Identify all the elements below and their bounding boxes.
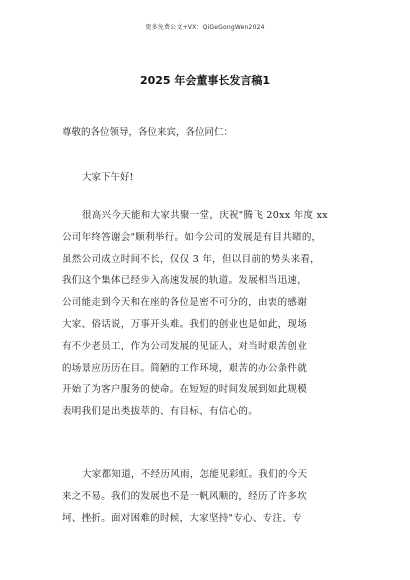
paragraph-line: 虽然公司成立时间不长，仅仅 3 年，但以目前的势头来看， [62,253,320,265]
paragraph-line: 公司年终答谢会"顺利举行。如今公司的发展是有目共睹的， [62,231,322,243]
salutation: 尊敬的各位领导，各位来宾，各位同仁： [62,127,234,138]
paragraph-line: 有不少老员工，作为公司发展的见证人，对当时艰苦创业 [62,340,308,352]
paragraph-line: 大家、俗话说，万事开头难。我们的创业也是如此，现场 [62,318,308,330]
paragraph-line: 坷、挫折。面对困难的时候，大家坚持"专心、专注、专 [62,512,302,524]
paragraph-line: 我们这个集体已经步入高速发展的轨道。发展相当迅速， [62,275,308,287]
paragraph-line: 开始了为客户服务的使命。在短短的时间发展到如此规模 [62,384,308,396]
paragraph-line: 表明我们是出类拔萃的、有目标、有信心的。 [62,406,259,418]
paragraph-1 [62,205,362,423]
paragraph-line: 公司能走到今天和在座的各位是密不可分的，由衷的感谢 [62,297,308,309]
paragraph-line: 很高兴今天能和大家共聚一堂，庆祝"腾飞 20xx 年度 xx [82,210,328,221]
paragraph-2 [62,464,362,529]
paragraph-line: 来之不易。我们的发展也不是一帆风顺的，经历了许多坎 [62,490,308,502]
document-title: 2025 年会董事长发言稿1 [139,74,271,87]
paragraph-line: 大家都知道，不经历风雨，怎能见彩虹。我们的今天 [82,469,308,480]
header-note: 更多免费公文+VX：QiGeGongWen2024 [145,24,265,31]
greeting: 大家下午好! [82,172,134,183]
paragraph-line: 的场景应历历在目。简陋的工作环境，艰苦的办公条件就 [62,362,308,374]
